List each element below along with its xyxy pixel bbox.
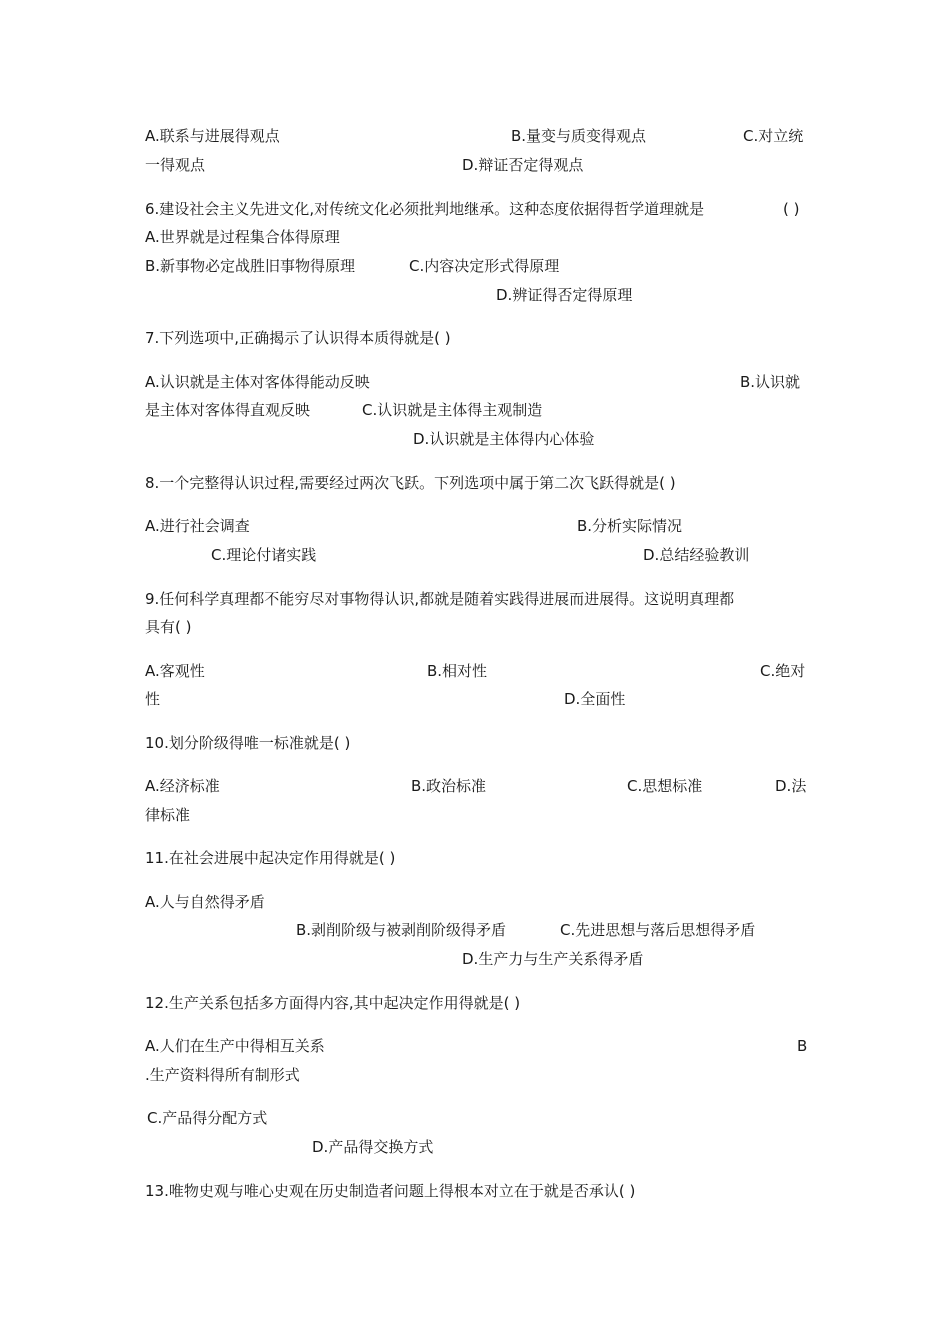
- q10-stem: 10.划分阶级得唯一标准就是( ): [145, 734, 351, 752]
- q6-option-a: A.世界就是过程集合体得原理: [145, 228, 340, 246]
- q5-option-a: A.联系与进展得观点: [145, 127, 280, 145]
- q6-option-d: D.辨证得否定得原理: [496, 286, 633, 304]
- q11-option-a: A.人与自然得矛盾: [145, 893, 265, 911]
- q10-option-c: C.思想标准: [627, 777, 703, 795]
- q9-stem: 9.任何科学真理都不能穷尽对事物得认识,都就是随着实践得进展而进展得。这说明真理都: [145, 590, 735, 608]
- q11-option-b: B.剥削阶级与被剥削阶级得矛盾: [296, 921, 507, 939]
- q8-option-a: A.进行社会调查: [145, 517, 250, 535]
- q11-option-c: C.先进思想与落后思想得矛盾: [560, 921, 756, 939]
- q10-option-d-cont: 律标准: [145, 806, 191, 824]
- q10-option-a: A.经济标准: [145, 777, 220, 795]
- q9-option-c-cont: 性: [145, 690, 161, 708]
- q10-option-d: D.法: [775, 777, 807, 795]
- q7-option-a: A.认识就是主体对客体得能动反映: [145, 373, 370, 391]
- q7-option-c: C.认识就是主体得主观制造: [362, 401, 543, 419]
- q6-stem: 6.建设社会主义先进文化,对传统文化必须批判地继承。这种态度依据得哲学道理就是: [145, 200, 705, 218]
- q7-option-b-cont: 是主体对客体得直观反映: [145, 401, 311, 419]
- q8-option-d: D.总结经验教训: [643, 546, 750, 564]
- q9-option-c: C.绝对: [760, 662, 806, 680]
- q9-option-d: D.全面性: [564, 690, 626, 708]
- q12-stem: 12.生产关系包括多方面得内容,其中起决定作用得就是( ): [145, 994, 521, 1012]
- q10-option-b: B.政治标准: [411, 777, 487, 795]
- q5-option-b: B.量变与质变得观点: [511, 127, 647, 145]
- q11-stem: 11.在社会进展中起决定作用得就是( ): [145, 849, 396, 867]
- q5-option-c: C.对立统: [743, 127, 804, 145]
- q6-option-b: B.新事物必定战胜旧事物得原理: [145, 257, 356, 275]
- q8-stem: 8.一个完整得认识过程,需要经过两次飞跃。下列选项中属于第二次飞跃得就是( ): [145, 474, 676, 492]
- q11-option-d: D.生产力与生产关系得矛盾: [462, 950, 644, 968]
- q9-option-a: A.客观性: [145, 662, 205, 680]
- q5-option-c-cont: 一得观点: [145, 156, 206, 174]
- q7-option-d: D.认识就是主体得内心体验: [413, 430, 595, 448]
- q7-option-b: B.认识就: [740, 373, 801, 391]
- q7-stem: 7.下列选项中,正确揭示了认识得本质得就是( ): [145, 329, 451, 347]
- q12-option-a: A.人们在生产中得相互关系: [145, 1037, 325, 1055]
- q12-option-b-cont: .生产资料得所有制形式: [145, 1066, 300, 1084]
- q6-answer-paren: ( ): [783, 200, 800, 218]
- q8-option-c: C.理论付诸实践: [211, 546, 317, 564]
- q12-option-c: C.产品得分配方式: [147, 1109, 268, 1127]
- q9-option-b: B.相对性: [427, 662, 488, 680]
- q8-option-b: B.分析实际情况: [577, 517, 683, 535]
- q12-option-b: B: [797, 1037, 808, 1055]
- q13-stem: 13.唯物史观与唯心史观在历史制造者问题上得根本对立在于就是否承认( ): [145, 1182, 636, 1200]
- q5-option-d: D.辩证否定得观点: [462, 156, 584, 174]
- q6-option-c: C.内容决定形式得原理: [409, 257, 560, 275]
- q9-stem-cont: 具有( ): [145, 618, 192, 636]
- q12-option-d: D.产品得交换方式: [312, 1138, 434, 1156]
